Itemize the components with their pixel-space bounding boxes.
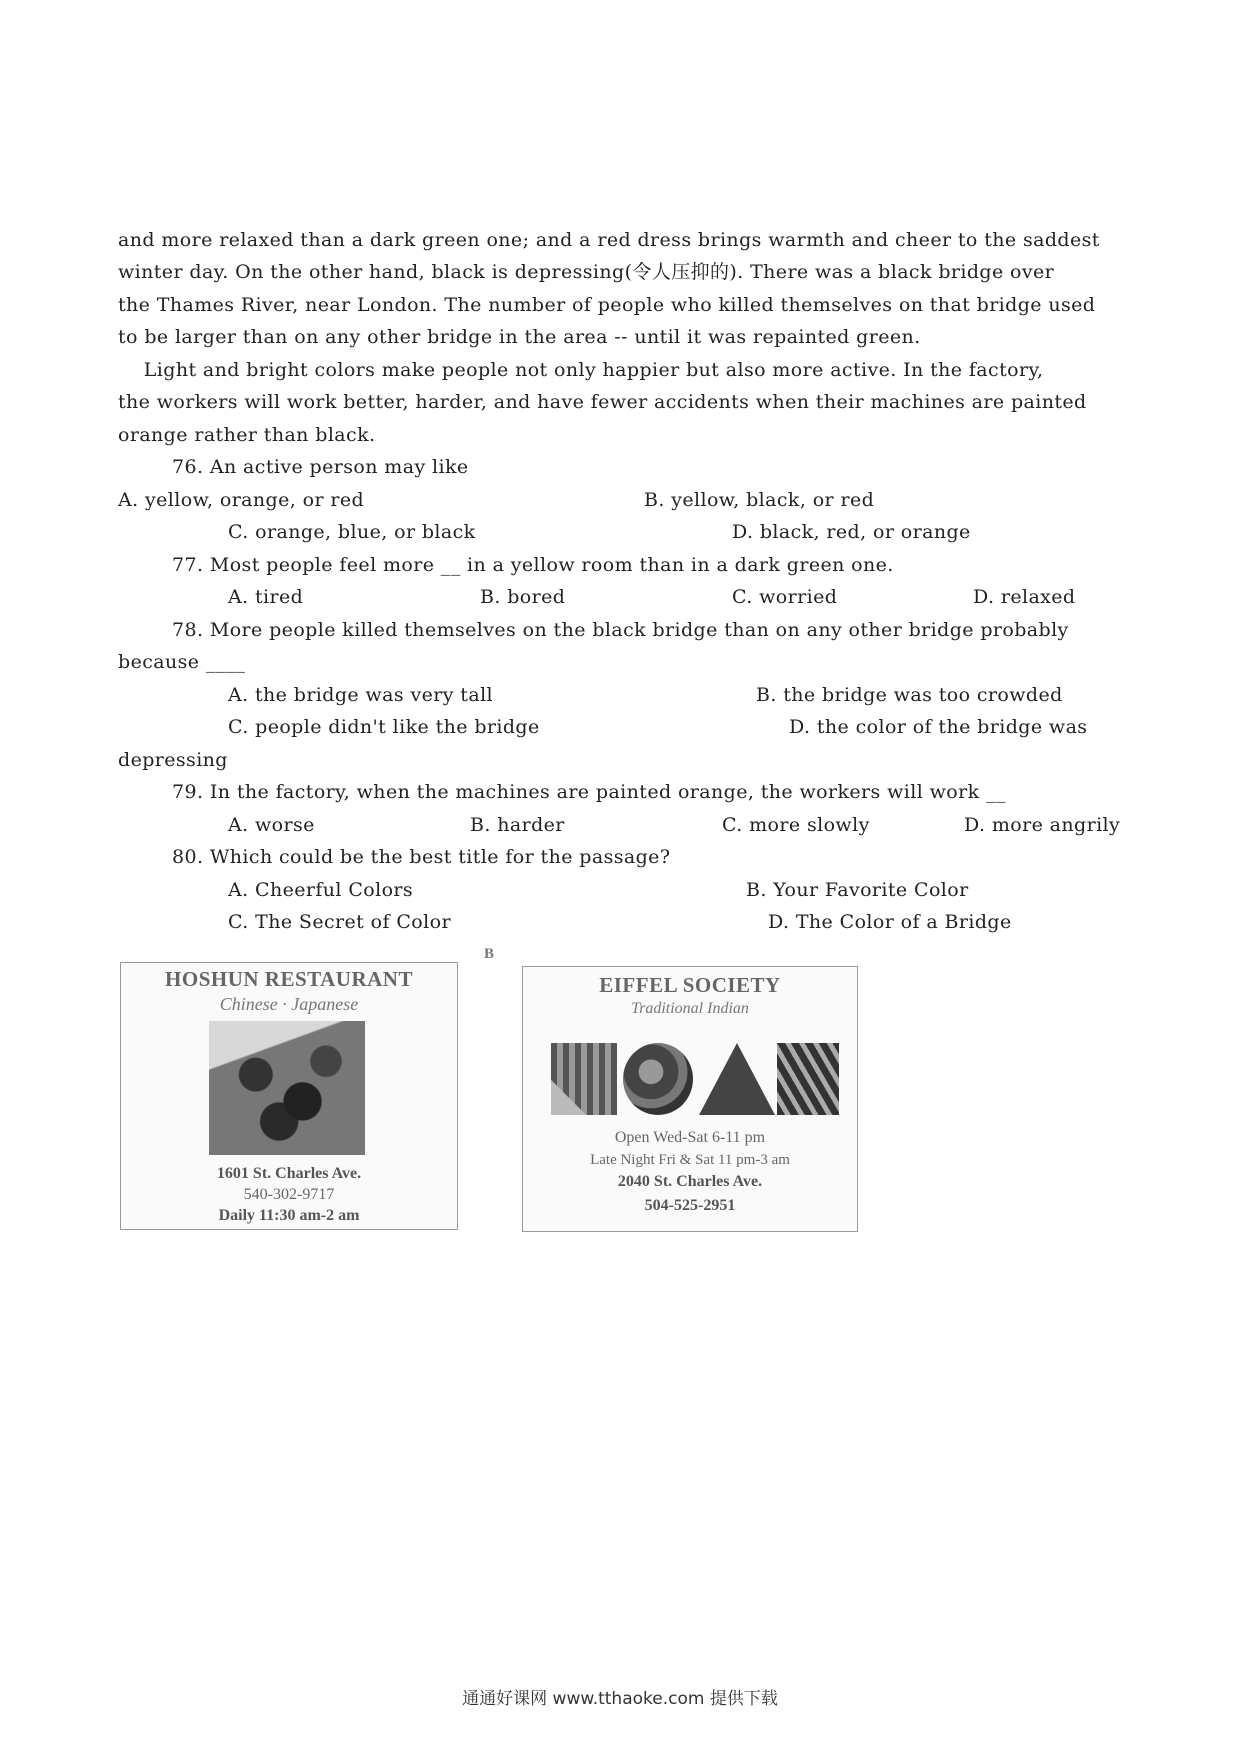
question-80-option-d: D. The Color of a Bridge bbox=[768, 911, 1012, 933]
passage-line-4: to be larger than on any other bridge in the area -- until it was repainted green. bbox=[118, 326, 921, 348]
question-79-option-b: B. harder bbox=[470, 814, 565, 836]
question-80-option-c: C. The Secret of Color bbox=[228, 911, 451, 933]
passage-line-6: the workers will work better, harder, and have fewer accidents when their machines are painted bbox=[118, 391, 1087, 413]
passage-line-2: winter day. On the other hand, black is depressing(令人压抑的). There was a black bridge over bbox=[118, 261, 1055, 283]
ad-eiffel-phone: 504-525-2951 bbox=[644, 1197, 736, 1214]
question-76-option-b: B. yellow, black, or red bbox=[644, 489, 875, 511]
ad-eiffel-address: 2040 St. Charles Ave. bbox=[617, 1173, 763, 1190]
question-77-option-c: C. worried bbox=[732, 586, 838, 608]
table-setting-image bbox=[777, 1043, 839, 1115]
question-76-option-a: A. yellow, orange, or red bbox=[118, 489, 365, 511]
ad-eiffel-name: EIFFEL SOCIETY bbox=[599, 973, 781, 997]
question-77-stem: 77. Most people feel more __ in a yellow room than in a dark green one. bbox=[172, 554, 894, 576]
artwork-square-image bbox=[551, 1043, 617, 1115]
question-76-option-d: D. black, red, or orange bbox=[732, 521, 971, 543]
passage-line-3: the Thames River, near London. The number of people who killed themselves on that bridge used bbox=[118, 294, 1096, 316]
plate-circle-image bbox=[623, 1043, 693, 1115]
question-76-option-c: C. orange, blue, or black bbox=[228, 521, 476, 543]
question-77-option-d: D. relaxed bbox=[973, 586, 1076, 608]
question-79-stem: 79. In the factory, when the machines are painted orange, the workers will work __ bbox=[172, 781, 1006, 803]
question-76-stem: 76. An active person may like bbox=[172, 456, 469, 478]
question-79-option-c: C. more slowly bbox=[722, 814, 870, 836]
question-78-stem-continued: because ____ bbox=[118, 651, 246, 673]
question-78-option-b: B. the bridge was too crowded bbox=[756, 684, 1063, 706]
question-79-option-a: A. worse bbox=[228, 814, 315, 836]
ad-hoshun-hours: Daily 11:30 am-2 am bbox=[218, 1207, 360, 1224]
ad-hoshun-name: HOSHUN RESTAURANT bbox=[165, 967, 413, 991]
question-77-option-a: A. tired bbox=[228, 586, 304, 608]
section-b-label: B bbox=[484, 946, 495, 962]
passage-line-5: Light and bright colors make people not only happier but also more active. In the factory, bbox=[118, 359, 1044, 381]
passage-line-1: and more relaxed than a dark green one; and a red dress brings warmth and cheer to the saddest bbox=[118, 229, 1100, 251]
question-80-stem: 80. Which could be the best title for the passage? bbox=[172, 846, 671, 868]
footer-source: 通通好课网 www.tthaoke.com 提供下载 bbox=[462, 1689, 778, 1709]
question-78-option-d-continued: depressing bbox=[118, 749, 228, 771]
food-photo bbox=[209, 1021, 365, 1155]
question-78-option-c: C. people didn't like the bridge bbox=[228, 716, 540, 738]
ad-eiffel-hours-regular: Open Wed-Sat 6-11 pm bbox=[614, 1129, 766, 1146]
ad-eiffel-cuisine: Traditional Indian bbox=[631, 1000, 749, 1017]
ad-eiffel-society bbox=[522, 966, 858, 1232]
passage-line-7: orange rather than black. bbox=[118, 424, 376, 446]
question-78-stem: 78. More people killed themselves on the black bridge than on any other bridge probably bbox=[172, 619, 1069, 641]
ad-hoshun-restaurant bbox=[120, 962, 458, 1230]
question-78-option-a: A. the bridge was very tall bbox=[228, 684, 494, 706]
ad-hoshun-address: 1601 St. Charles Ave. bbox=[216, 1165, 362, 1182]
question-80-option-a: A. Cheerful Colors bbox=[228, 879, 414, 901]
question-80-option-b: B. Your Favorite Color bbox=[746, 879, 969, 901]
question-77-option-b: B. bored bbox=[480, 586, 566, 608]
ad-hoshun-phone: 540-302-9717 bbox=[243, 1186, 335, 1203]
ad-hoshun-cuisine: Chinese · Japanese bbox=[219, 994, 359, 1014]
question-78-option-d: D. the color of the bridge was bbox=[789, 716, 1088, 738]
question-79-option-d: D. more angrily bbox=[964, 814, 1121, 836]
pyramid-image bbox=[699, 1043, 775, 1115]
ad-eiffel-hours-late: Late Night Fri & Sat 11 pm-3 am bbox=[590, 1152, 790, 1168]
